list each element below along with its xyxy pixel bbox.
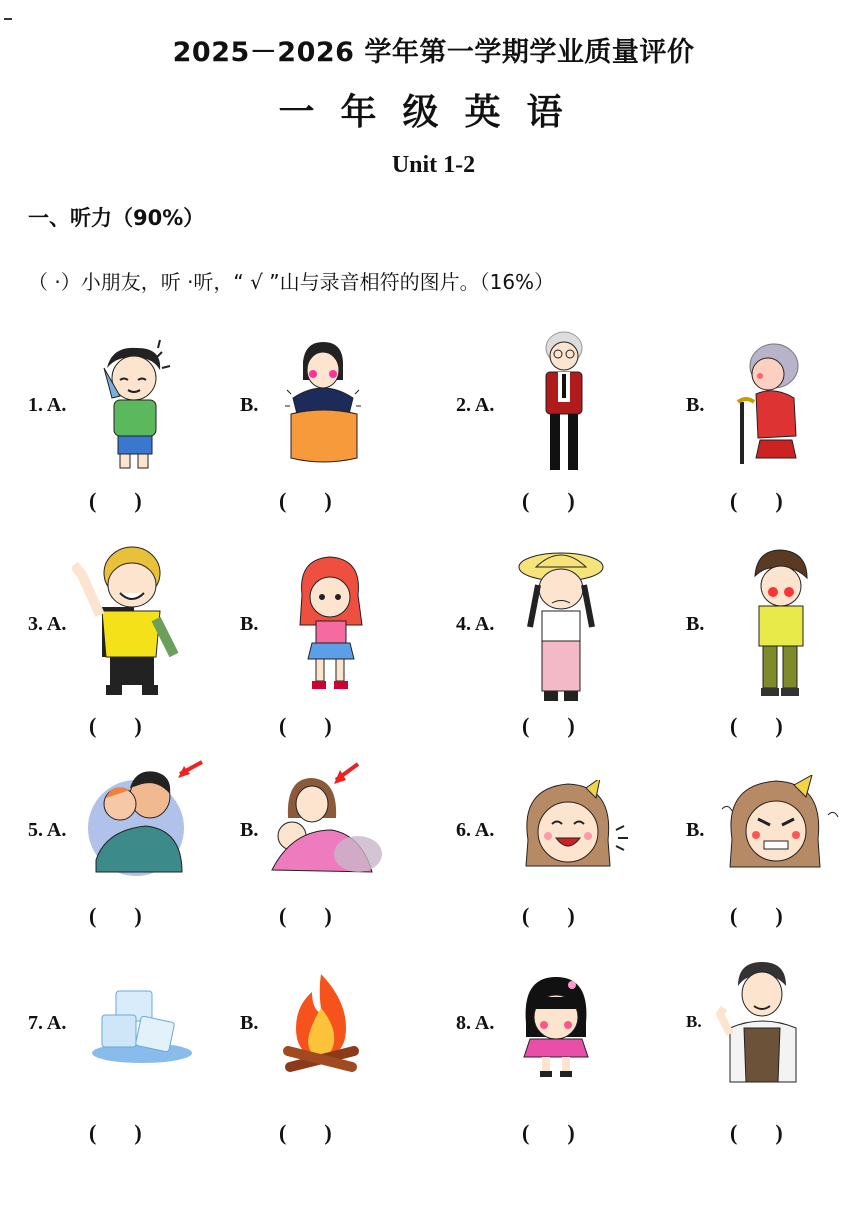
q3-a-label: 3. A. bbox=[28, 613, 67, 635]
teacher-man-icon bbox=[716, 958, 804, 1086]
girl-pink-dress-icon bbox=[518, 975, 593, 1080]
boy-hurt-icon bbox=[745, 548, 813, 698]
q2-b-label: B. bbox=[686, 394, 705, 416]
q1-a-label: 1. A. bbox=[28, 394, 67, 416]
q6-a-label: 6. A. bbox=[456, 819, 495, 841]
q5-a-answer[interactable]: ( ) bbox=[89, 903, 142, 928]
corner-mark bbox=[4, 18, 12, 20]
q1-b-label: B. bbox=[240, 394, 259, 416]
grandpa-icon bbox=[536, 330, 592, 475]
q2-a-answer[interactable]: ( ) bbox=[522, 488, 575, 513]
q5-a-label: 5. A. bbox=[28, 819, 67, 841]
q2-b-answer[interactable]: ( ) bbox=[730, 488, 783, 513]
q7-a-answer[interactable]: ( ) bbox=[89, 1120, 142, 1145]
mother-hugging-child-icon bbox=[262, 760, 394, 880]
q3-a-answer[interactable]: ( ) bbox=[89, 713, 142, 738]
ice-cubes-icon bbox=[86, 985, 196, 1067]
boy-hot-wiping-sweat-icon bbox=[92, 338, 172, 473]
q6-a-answer[interactable]: ( ) bbox=[522, 903, 575, 928]
q8-b-answer[interactable]: ( ) bbox=[730, 1120, 783, 1145]
section-heading: 一、听力（90%） bbox=[28, 206, 205, 230]
q4-b-label: B. bbox=[686, 613, 705, 635]
q8-b-label: B. bbox=[686, 1012, 702, 1031]
q4-b-answer[interactable]: ( ) bbox=[730, 713, 783, 738]
q8-a-answer[interactable]: ( ) bbox=[522, 1120, 575, 1145]
girl-cold-wrapped-icon bbox=[283, 340, 363, 465]
page-title: 2025－2026 学年第一学期学业质量评价 bbox=[172, 37, 695, 68]
page-subtitle: 一年级英语 bbox=[278, 92, 589, 133]
instruction-text: （ ·）小朋友，听 ·听，“ √ ”山与录音相符的图片。（16%） bbox=[28, 270, 555, 294]
q1-b-answer[interactable]: ( ) bbox=[279, 488, 332, 513]
q3-b-answer[interactable]: ( ) bbox=[279, 713, 332, 738]
grandma-with-cane-icon bbox=[730, 340, 806, 468]
unit-label: Unit 1-2 bbox=[391, 152, 476, 178]
campfire-icon bbox=[276, 970, 366, 1080]
q6-b-label: B. bbox=[686, 819, 705, 841]
boy-waving-icon bbox=[72, 545, 180, 700]
q6-b-answer[interactable]: ( ) bbox=[730, 903, 783, 928]
q7-b-answer[interactable]: ( ) bbox=[279, 1120, 332, 1145]
q1-a-answer[interactable]: ( ) bbox=[89, 488, 142, 513]
q8-a-label: 8. A. bbox=[456, 1012, 495, 1034]
girl-with-backpack-icon bbox=[292, 555, 367, 691]
q4-a-answer[interactable]: ( ) bbox=[522, 713, 575, 738]
q7-a-label: 7. A. bbox=[28, 1012, 67, 1034]
q2-a-label: 2. A. bbox=[456, 394, 495, 416]
girl-sad-hat-icon bbox=[516, 545, 606, 705]
girl-angry-face-icon bbox=[720, 775, 840, 887]
q5-b-answer[interactable]: ( ) bbox=[279, 903, 332, 928]
father-hugging-child-icon bbox=[86, 760, 212, 888]
q4-a-label: 4. A. bbox=[456, 613, 495, 635]
q7-b-label: B. bbox=[240, 1012, 259, 1034]
q5-b-label: B. bbox=[240, 819, 259, 841]
q3-b-label: B. bbox=[240, 613, 259, 635]
girl-happy-face-icon bbox=[514, 780, 632, 888]
